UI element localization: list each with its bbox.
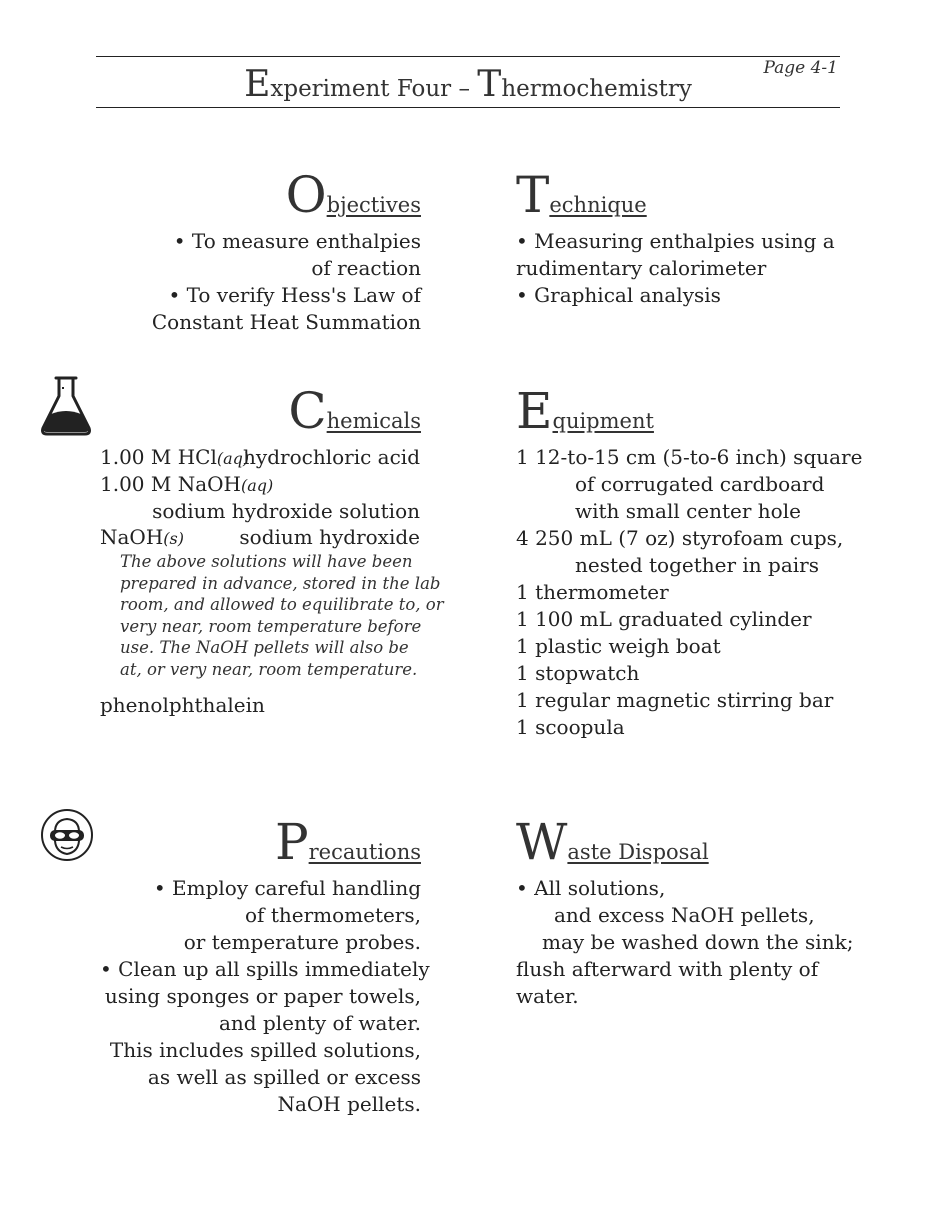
equipment-initial: E	[516, 382, 553, 440]
flask-icon	[38, 374, 94, 438]
equipment-line: of corrugated cardboard	[575, 472, 825, 496]
precautions-heading	[91, 813, 421, 871]
chemicals-heading	[91, 382, 421, 440]
technique-line: • Measuring enthalpies using a	[516, 229, 835, 253]
chemicals-title: hemicals	[326, 409, 421, 433]
chemical-hcl-formula: 1.00 M HCl(aq)	[100, 445, 250, 469]
precautions-line: of thermometers,	[245, 903, 421, 927]
solid-state: (s)	[163, 529, 184, 548]
precautions-line: and plenty of water.	[218, 1011, 421, 1035]
technique-initial: T	[516, 166, 550, 224]
chemical-solid-name: sodium hydroxide	[239, 525, 420, 549]
objectives-line: of reaction	[311, 256, 421, 280]
waste-line: • All solutions,	[516, 876, 666, 900]
technique-line: • Graphical analysis	[516, 283, 721, 307]
objectives-line: • To verify Hess's Law of	[168, 283, 421, 307]
title-part-1: xperiment Four –	[270, 76, 478, 102]
title-initial-1: E	[244, 64, 271, 105]
objectives-line: Constant Heat Summation	[151, 310, 421, 334]
chemical-naoh-name: sodium hydroxide solution	[152, 499, 420, 523]
technique-list	[516, 228, 835, 309]
equipment-line: with small center hole	[575, 499, 801, 523]
hcl-state: (aq)	[216, 449, 250, 468]
objectives-initial: O	[285, 166, 327, 224]
title-initial-2: T	[477, 64, 502, 105]
equipment-line: 1 12-to-15 cm (5-to-6 inch) square	[516, 445, 863, 469]
chemical-naoh-formula: 1.00 M NaOH(aq)	[100, 472, 274, 496]
precautions-line: NaOH pellets.	[277, 1092, 421, 1116]
waste-line: and excess NaOH pellets,	[554, 903, 815, 927]
precautions-line: as well as spilled or excess	[147, 1065, 421, 1089]
technique-heading	[516, 166, 647, 224]
chemical-indicator: phenolphthalein	[100, 693, 265, 717]
precautions-line: • Employ careful handling	[153, 876, 421, 900]
precautions-line: This includes spilled solutions,	[109, 1038, 421, 1062]
chemical-solid-formula: NaOH(s)	[100, 525, 184, 549]
naoh-state: (aq)	[241, 476, 274, 495]
equipment-line: 1 regular magnetic stirring bar	[516, 688, 834, 712]
equipment-line: 1 stopwatch	[516, 661, 640, 685]
page-title	[96, 64, 840, 105]
objectives-heading	[91, 166, 421, 224]
header-bottom-rule	[96, 107, 840, 108]
equipment-title: quipment	[552, 409, 654, 433]
precautions-line: or temperature probes.	[183, 930, 421, 954]
precautions-title: recautions	[308, 840, 421, 864]
chemicals-initial: C	[288, 382, 327, 440]
note-line: prepared in advance, stored in the lab	[120, 573, 441, 593]
equipment-line: 4 250 mL (7 oz) styrofoam cups,	[516, 526, 844, 550]
equipment-list	[516, 444, 862, 741]
title-part-2: hermochemistry	[501, 76, 692, 102]
precautions-line: using sponges or paper towels,	[104, 984, 421, 1008]
waste-list	[516, 875, 853, 1010]
equipment-line: 1 plastic weigh boat	[516, 634, 721, 658]
technique-title: echnique	[549, 193, 647, 217]
note-line: at, or very near, room temperature.	[120, 659, 418, 679]
note-line: very near, room temperature before	[120, 616, 422, 636]
waste-line: water.	[516, 984, 579, 1008]
technique-line: rudimentary calorimeter	[516, 256, 767, 280]
note-line: use. The NaOH pellets will also be	[120, 638, 409, 658]
objectives-line: • To measure enthalpies	[173, 229, 421, 253]
waste-disposal-heading	[516, 813, 709, 871]
objectives-title: bjectives	[326, 193, 421, 217]
waste-line: flush afterward with plenty of	[516, 957, 819, 981]
equipment-line: 1 scoopula	[516, 715, 625, 739]
safety-goggles-icon	[40, 808, 94, 862]
waste-title: aste Disposal	[567, 840, 709, 864]
waste-initial: W	[516, 813, 568, 871]
precautions-list	[100, 875, 430, 1118]
objectives-list	[100, 228, 421, 336]
chemical-hcl-name: hydrochloric acid	[243, 445, 420, 469]
precautions-line: • Clean up all spills immediately	[100, 957, 430, 981]
waste-line: may be washed down the sink;	[542, 930, 854, 954]
equipment-heading	[516, 382, 654, 440]
chemicals-note	[120, 551, 444, 681]
note-line: room, and allowed to equilibrate to, or	[120, 595, 444, 615]
note-line: The above solutions will have been	[120, 552, 413, 571]
header-top-rule	[96, 56, 840, 57]
equipment-line: 1 100 mL graduated cylinder	[516, 607, 812, 631]
precautions-initial: P	[274, 813, 309, 871]
equipment-line: 1 thermometer	[516, 580, 669, 604]
page-number: Page 4-1	[763, 58, 838, 78]
equipment-line: nested together in pairs	[575, 553, 819, 577]
